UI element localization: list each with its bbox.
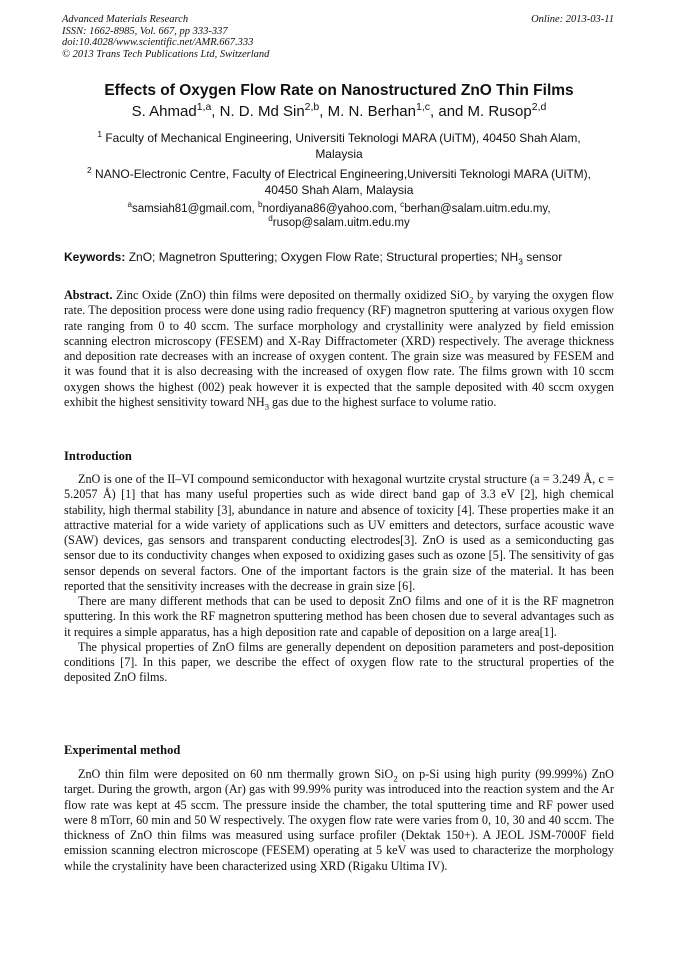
abstract-text: gas due to the highest surface to volume ratio. <box>269 394 497 409</box>
author-sup: 1,a <box>196 101 212 113</box>
paragraph: ZnO is one of the II–VI compound semiconductor with hexagonal wurtzite crystal structure (a = 3.249 Å, c = 5.2057 Å) [1] that has many useful properties such as wide direct band gap of 3.3 eV [2], high chemical stability, high thermal stability [3], abundance in nature and absence of toxicity [4]. These properties make it an attractive material for a wide variety of applications such as UV emitters and detectors, surface acoustic wave (SAW) devices, gas sensors and transparent conducting electrodes[3]. ZnO is used as a semiconducting gas sensor due to its conductivity changes when exposed to oxidizing gases such as ozone [5]. The sensitivity of gas sensor depends on several factors. One of the important factors is the grain size of the material. It has been reported that the sensitivity increases with the decrease in grain size [6]. <box>64 472 614 593</box>
email-sup: a <box>127 200 132 210</box>
journal-issn: ISSN: 1662-8985, Vol. 667, pp 333-337 <box>62 25 228 37</box>
journal-header <box>62 14 614 60</box>
paragraph: The physical properties of ZnO films are generally dependent on deposition parameters and post-deposition conditions [7]. In this paper, we describe the effect of oxygen flow rate to the structural properties of the deposited ZnO films. <box>64 639 614 685</box>
email-link[interactable]: berhan@salam.uitm.edu.my, <box>404 203 551 215</box>
paragraph: There are many different methods that can be used to deposit ZnO films and one of it is the RF magnetron sputtering. In this work the RF magnetron sputtering method has been chosen due to several advantages such as it requires a simple apparatus, has a high deposition rate and capable of deposition on a large area[1]. <box>64 594 614 639</box>
email-list <box>80 202 598 230</box>
affiliation-sup: 2 <box>87 165 92 175</box>
online-date: Online: 2013-03-11 <box>531 14 614 25</box>
affiliation-1 <box>80 130 598 162</box>
affiliation-sup: 1 <box>97 129 102 139</box>
author-sup: 1,c <box>416 101 431 113</box>
keywords <box>64 250 614 267</box>
affiliation-2 <box>80 166 598 198</box>
paper-title: Effects of Oxygen Flow Rate on Nanostructured ZnO Thin Films <box>104 82 574 99</box>
experimental-text: on p-Si using high purity (99.999%) ZnO target. During the growth, argon (Ar) gas with 99.99% purity was introduced into the reaction system and the Ar flow rate was kept at 45 sccm. The pressure inside the chamber, the total sputtering time and RF power used were 8 mTorr, 60 min and 50 W respectively. The oxygen flow rate were varies from 0, 10, 30 and 40 sccm. The thickness of ZnO thin films was measured using surface profiler (Dektak 150+). A JEOL JSM-7000F field emission scanning electron microscope (FESEM) operating at 5 keV was used to characterize the morphology while the crystalinity have been characterized using XRD (Rigaku Ultima IV). <box>64 767 614 873</box>
author-separator: , <box>211 103 220 120</box>
author-separator: , <box>319 103 328 120</box>
author-name: M. Rusop <box>467 103 532 120</box>
email-sup: d <box>268 214 273 224</box>
email-link[interactable]: rusop@salam.uitm.edu.my <box>272 217 410 229</box>
email-link[interactable]: nordiyana86@yahoo.com, <box>262 203 401 215</box>
author-name: M. N. Berhan <box>327 103 416 120</box>
abstract-sub: 3 <box>264 401 269 412</box>
author-sup: 2,b <box>304 101 320 113</box>
abstract <box>64 288 614 410</box>
abstract-text: Zinc Oxide (ZnO) thin films were deposited on thermally oxidized SiO <box>112 288 470 302</box>
affiliation-text: NANO-Electronic Centre, Faculty of Electrical Engineering,Universiti Teknologi MARA (UiTM), 40450 Shah Alam, Malaysia <box>95 167 591 197</box>
experimental-heading: Experimental method <box>64 743 181 757</box>
author-name: S. Ahmad <box>131 103 197 120</box>
introduction-body <box>64 472 614 686</box>
keywords-sub: 3 <box>518 256 523 267</box>
email-link[interactable]: samsiah81@gmail.com, <box>131 203 259 215</box>
email-sup: b <box>258 200 263 210</box>
keywords-text: sensor <box>522 250 563 264</box>
keywords-text: ZnO; Magnetron Sputtering; Oxygen Flow Rate; Structural properties; NH <box>125 250 519 264</box>
journal-copyright: © 2013 Trans Tech Publications Ltd, Switzerland <box>62 48 270 60</box>
email-sup: c <box>400 200 405 210</box>
affiliation-text: Faculty of Mechanical Engineering, Universiti Teknologi MARA (UiTM), 40450 Shah Alam, Malaysia <box>105 131 581 161</box>
journal-name: Advanced Materials Research <box>62 14 189 25</box>
experimental-sub: 2 <box>393 773 398 784</box>
abstract-label: Abstract. <box>64 288 113 302</box>
introduction-heading: Introduction <box>64 449 132 463</box>
journal-doi: doi:10.4028/www.scientific.net/AMR.667.333 <box>62 37 254 48</box>
keywords-label: Keywords: <box>64 250 126 264</box>
experimental-text: ZnO thin film were deposited on 60 nm thermally grown SiO <box>78 767 394 781</box>
author-list <box>0 103 678 120</box>
abstract-sub: 2 <box>469 294 474 305</box>
author-sup: 2,d <box>531 101 547 113</box>
author-name: N. D. Md Sin <box>219 103 305 120</box>
abstract-text: by varying the oxygen flow rate. The deposition process were done using radio frequency (RF) magnetron sputtering at various oxygen flow rate ranging from 0 to 40 sccm. The surface morphology and crystallinity were analyzed by field emission scanning electron microscopy (FESEM) and X-Ray Diffractometer (XRD) respectively. The average thickness and deposition rate decreases with an increase of oxygen content. The grain size was measured by FESEM and it was found that it is also decreasing with the increased of oxygen flow rate. The films grown with 10 sccm oxygen shows the highest (002) peak however it is expected that the sample deposited with 40 sccm oxygen exhibit the highest sensitivity toward NH <box>64 288 614 409</box>
experimental-body <box>64 767 614 874</box>
author-separator: , and <box>430 103 468 120</box>
